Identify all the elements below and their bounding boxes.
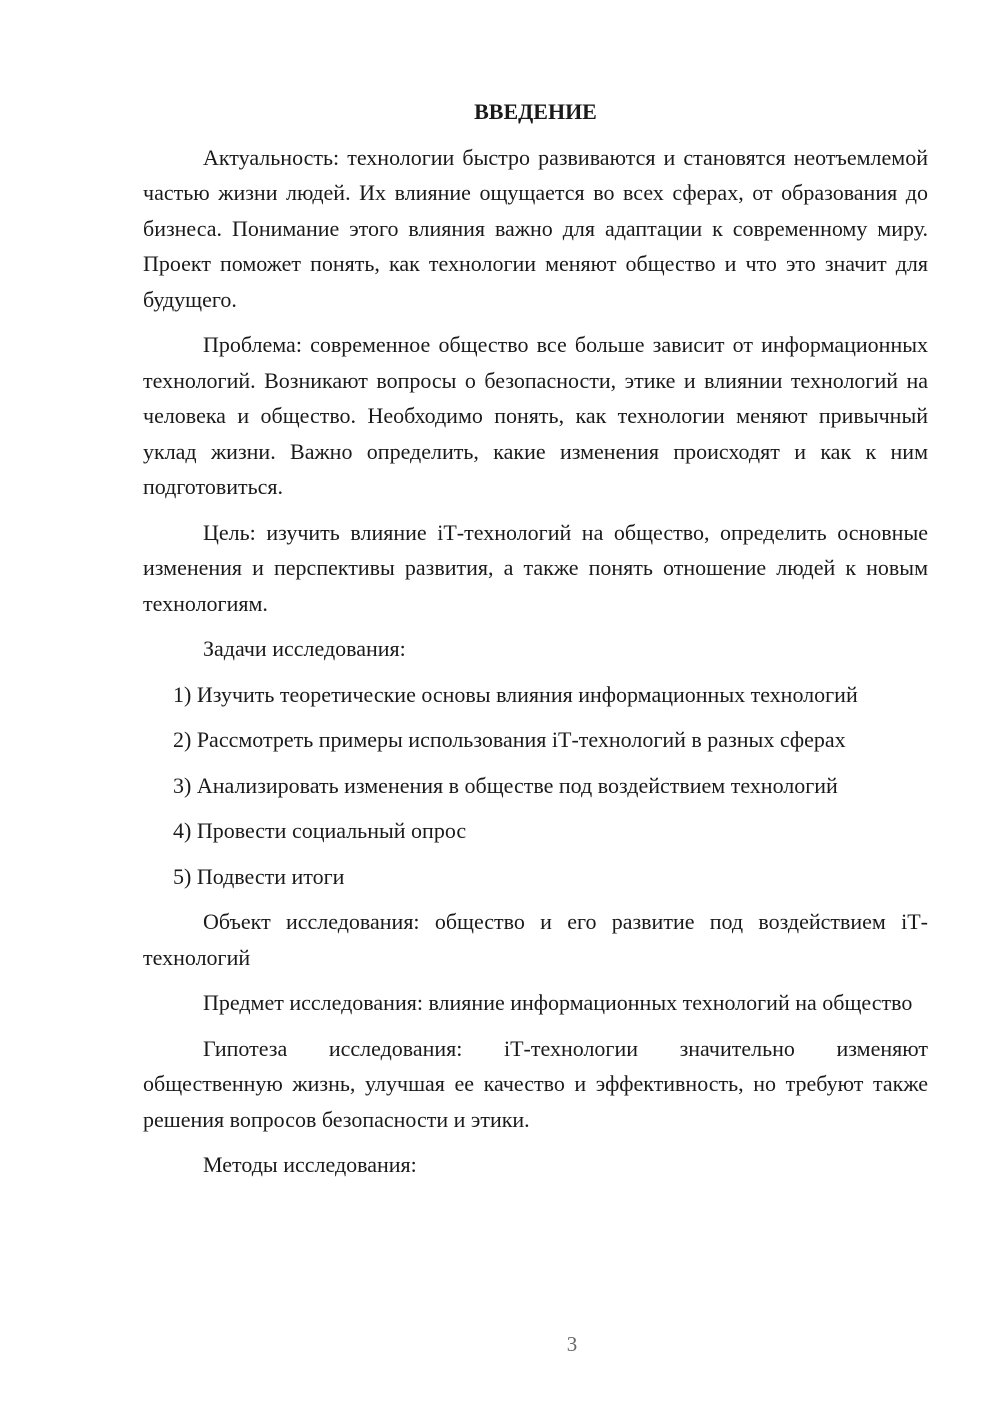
paragraph-subject: Предмет исследования: влияние информационных технологий на общество <box>203 990 913 1015</box>
methods-heading: Методы исследования: <box>203 1152 417 1177</box>
paragraph-object: Объект исследования: общество и его развитие под воздействием iТ-технологий <box>143 909 928 970</box>
task-item-5: 5) Подвести итоги <box>173 863 345 889</box>
page-title: ВВЕДЕНИЕ <box>474 99 597 124</box>
paragraph-goal: Цель: изучить влияние iТ-технологий на общество, определить основные изменения и перспективы развития, а также понять отношение людей к новым технологиям. <box>143 519 928 616</box>
task-item-3: 3) Анализировать изменения в обществе под воздействием технологий <box>173 772 838 798</box>
task-item-2: 2) Рассмотреть примеры использования iТ-технологий в разных сферах <box>173 727 846 752</box>
task-item-1: 1) Изучить теоретические основы влияния информационных технологий <box>173 681 858 707</box>
paragraph-problem: Проблема: современное общество все больше зависит от информационных технологий. Возникают вопросы о безопасности, этике и влиянии технологий на человека и общество. Необходимо понять, как технологии меняют привычный уклад жизни. Важно определить, какие изменения происходят и как к ним подготовиться. <box>143 332 928 499</box>
tasks-heading: Задачи исследования: <box>203 636 406 661</box>
paragraph-hypothesis: Гипотеза исследования: iТ-технологии значительно изменяют общественную жизнь, улучшая ее качество и эффективность, но требуют также решения вопросов безопасности и этики. <box>143 1035 928 1132</box>
task-item-4: 4) Провести социальный опрос <box>173 818 467 843</box>
paragraph-relevance: Актуальность: технологии быстро развиваются и становятся неотъемлемой частью жизни людей. Их влияние ощущается во всех сферах, от образования до бизнеса. Понимание этого влияния важно для адаптации к современному миру. Проект поможет понять, как технологии меняют общество и что это значит для будущего. <box>143 144 928 312</box>
page-content <box>143 94 928 1193</box>
page-number: 3 <box>566 1332 578 1356</box>
